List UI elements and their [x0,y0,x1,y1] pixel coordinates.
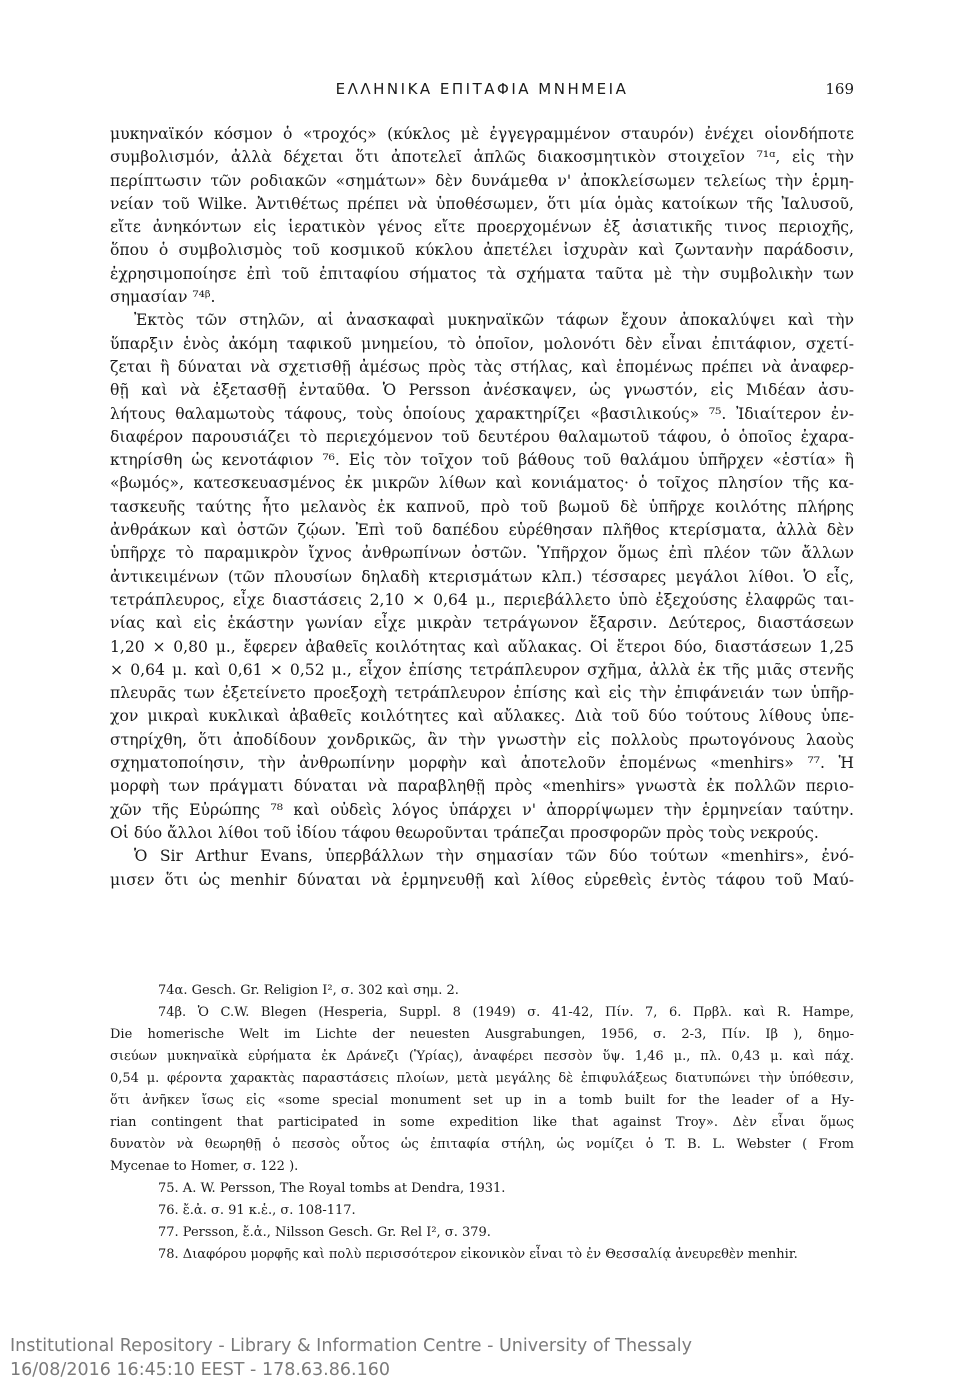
footnote-line: ὅτι ἀνῆκεν ἴσως εἰς «some special monument set up in a tomb built for the leader of a Hy- [110,1093,854,1108]
footnote-line: 75. A. W. Persson, The Royal tombs at Dendra, 1931. [158,1181,506,1196]
body-line: Ἐκτὸς τῶν στηλῶν, αἱ ἀνασκαφαὶ μυκηναϊκῶν τάφων ἔχουν ἀποκαλύψει καὶ τὴν [134,311,854,330]
footnote-line: 74β. Ὁ C.W. Blegen (Hesperia, Suppl. 8 (1949) σ. 41-42, Πίν. 7, 6. Πρβλ. καὶ R. Hampe, [158,1005,854,1020]
body-line: κτηρίσθη ὡς κενοτάφιον ⁷⁶. Εἰς τὸν τοῖχον τοῦ βάθους τοῦ θαλάμου ὑπῆρχεν «ἑστία» ἢ [110,451,854,470]
running-title: ΕΛΛΗΝΙΚΑ ΕΠΙΤΑΦΙΑ ΜΝΗΜΕΙΑ [335,80,629,98]
footnote-line: 78. Διαφόρου μορφῆς καὶ πολὺ περισσότερον εἰκονικὸν εἶναι τὸ ἐν Θεσσαλίᾳ ἀνευρεθὲν menhir. [158,1247,798,1262]
footnotes [110,980,854,1266]
body-line: νείαν τοῦ Wilke. Ἀντιθέτως πρέπει νὰ ὑποθέσωμεν, ὅτι μία ὁμὰς κατοίκων τῆς Ἰαλυσοῦ, [110,194,854,213]
body-line: ὕπαρξιν ἑνὸς ἀκόμη ταφικοῦ μνημείου, τὸ ὁποῖον, μολονότι δὲν εἶναι ἐπιτάφιον, σχετί- [110,334,854,353]
footnote-line: Die homerische Welt im Lichte der neuesten Ausgrabungen, 1956, σ. 2-3, Πίν. Ιβ ), δημο- [110,1027,854,1042]
body-text [110,123,854,892]
footnote-line: 0,54 μ. φέροντα χαρακτὰς παραστάσεις πλοίων, μετὰ μεγάλης δὲ ἐπιφυλάξεως διατυπώνει τὴν ὑπόθεσιν, [110,1071,854,1086]
body-line: μορφὴ των πράγματι δύναται νὰ παραβληθῇ πρὸς «menhirs» γνωστὰ ἐκ πολλῶν περιο- [110,777,854,796]
body-line: σχηματοποίησιν, τὴν ἀνθρωπίνην μορφὴν καὶ ἀποτελοῦν ἑπομένως «menhirs» ⁷⁷. Ἡ [110,754,854,773]
body-line: νίας καὶ εἰς ἑκάστην γωνίαν εἶχε μικρὰν τετράγωνον ἔξαρσιν. Δεύτερος, διαστάσεων [110,614,854,633]
body-line: ζεται ἢ δύναται νὰ σχετισθῇ ἀμέσως πρὸς τὰς στήλας, καὶ ἑπομένως πρέπει νὰ ἀναφερ- [110,357,854,376]
body-line: χῶν τῆς Εὐρώπης ⁷⁸ καὶ οὐδεὶς λόγος ὑπάρχει ν' ἀπορρίψωμεν τὴν ἑρμηνείαν ταύτην. [110,800,854,819]
footnote-line: δυνατὸν νὰ θεωρηθῇ ὁ πεσσὸς οὗτος ὡς ἐπιταφία στήλη, ὡς νομίζει ὁ T. B. L. Webster ( From [110,1137,854,1152]
body-line: ἀντικειμένων (τῶν πλουσίων δηλαδὴ κτερισμάτων κλπ.) τέσσαρες μεγάλοι λίθοι. Ὁ εἷς, [110,567,854,586]
footnote-line: Mycenae to Homer, σ. 122 ). [110,1159,299,1174]
body-line: τετράπλευρος, εἶχε διαστάσεις 2,10 × 0,64 μ., περιεβάλλετο ὑπὸ ἐξεχούσης ἐλαφρῶς ται- [110,590,854,609]
footnote-line: 74α. Gesch. Gr. Religion I², σ. 302 καὶ σημ. 2. [158,983,459,998]
body-line: ὑπῆρχε τὸ παραμικρὸν ἴχνος ἀνθρωπίνων ὀστῶν. Ὑπῆρχον ὅμως ἐπὶ πλέον τῶν ἄλλων [110,544,854,563]
body-line: εἴτε ἀνηκόντων εἰς ἱερατικὸν γένος εἴτε προερχομένων ἐξ ἀσιατικῆς τινος περιοχῆς, [110,218,854,237]
body-line: Οἱ δύο ἄλλοι λίθοι τοῦ ἰδίου τάφου θεωροῦνται τράπεζαι προσφορῶν πρὸς τοὺς νεκρούς. [110,823,819,842]
body-line: στηρίχθη, ὅτι ἀποδίδουν χονδρικῶς, ἂν τὴν γνωστὴν εἰς πολλοὺς πρωτογόνους λαοὺς [110,730,854,749]
body-line: «βωμός», κατεσκευασμένος ἐκ μικρῶν λίθων καὶ κονιάματος· ὁ τοῖχος πλησίον τῆς κα- [110,474,854,493]
body-line: πλευρᾶς των ἐξετείνετο προεξοχὴ τετράπλευρον ἐπίσης καὶ εἰς τὴν ἐπιφάνειάν των ὑπῆρ- [110,684,854,703]
footnote-line: 77. Persson, ἔ.ἀ., Nilsson Gesch. Gr. Rel I², σ. 379. [158,1225,491,1240]
access-timestamp: 16/08/2016 16:45:10 EEST - 178.63.86.160 [10,1360,390,1380]
body-line: σημασίαν ⁷⁴ᵝ. [110,288,216,307]
body-line: χον μικραὶ κυκλικαὶ ἀβαθεῖς κοιλότητες καὶ αὔλακες. Διὰ τοῦ δύο τούτους λίθους ὑπε- [110,707,854,726]
footnote-line: rian contingent that participated in some expedition like that against Troy». Δὲν εἶναι ὅμως [110,1115,854,1130]
repository-name: Institutional Repository - Library & Information Centre - University of Thessaly [10,1336,692,1356]
body-line: ὅπου ὁ συμβολισμὸς τοῦ κοσμικοῦ κύκλου ἀπετέλει ἰσχυρὰν καὶ ζωντανὴν παράδοσιν, [110,241,854,260]
body-line: × 0,64 μ. καὶ 0,61 × 0,52 μ., εἶχον ἐπίσης τετράπλευρον σχῆμα, ἀλλὰ ἐκ τῆς μιᾶς στενῆς [110,660,854,679]
body-line: 1,20 × 0,80 μ., ἔφερεν ἀβαθεῖς κοιλότητας καὶ αὔλακας. Οἱ ἕτεροι δύο, διαστάσεων 1,25 [110,637,854,656]
running-head [110,80,854,104]
body-line: ἀνθράκων καὶ ὀστῶν ζῴων. Ἐπὶ τοῦ δαπέδου εὑρέθησαν πλῆθος κτερίσματα, ἀλλὰ δὲν [110,521,854,540]
page-number: 169 [825,80,854,98]
body-line: Ὁ Sir Arthur Evans, ὑπερβάλλων τὴν σημασίαν τῶν δύο τούτων «menhirs», ἐνό- [134,847,854,866]
body-line: ἐχρησιμοποίησε ἐπὶ τοῦ ἐπιταφίου σήματος τὰ σχήματα ταῦτα μὲ τὴν συμβολικὴν των [110,264,854,283]
footnote-line: σιεύων μυκηναϊκὰ εὑρήματα ἐκ Δράνεζι (Ὑρίας), ἀναφέρει πεσσὸν ὕψ. 1,46 μ., πλ. 0,43 μ. καὶ πάχ. [110,1049,854,1064]
body-line: μυκηναϊκόν κόσμον ὁ «τροχός» (κύκλος μὲ ἐγγεγραμμένον σταυρόν) ἐνέχει οἱονδήποτε [110,125,854,143]
footnote-line: 76. ἔ.ἀ. σ. 91 κ.ἑ., σ. 108-117. [158,1203,356,1218]
body-line: μισεν ὅτι ὡς menhir δύναται νὰ ἑρμηνευθῇ καὶ λίθος εὑρεθεὶς ἐντὸς τάφου τοῦ Μαύ- [110,870,854,889]
repository-watermark [10,1334,692,1382]
body-line: λήτους θαλαμωτοὺς τάφους, τοὺς ὁποίους χαρακτηρίζει «βασιλικούς» ⁷⁵. Ἰδιαίτερον ἐν- [110,404,854,423]
body-line: τασκευῆς ταύτης ἦτο μελανὸς ἐκ καπνοῦ, πρὸ τοῦ βωμοῦ δὲ ὑπῆρχε κοιλότης πλήρης [110,497,854,516]
body-line: διαφέρον παρουσιάζει τὸ περιεχόμενον τοῦ δευτέρου θαλαμωτοῦ τάφου, ὁ ὁποῖος ἐχαρα- [110,427,854,446]
body-line: συμβολισμόν, ἀλλὰ δέχεται ὅτι ἀποτελεῖ ἁπλῶς διακοσμητικὸν στοιχεῖον ⁷¹ᵅ, εἰς τὴν [110,148,854,167]
body-line: θῇ καὶ νὰ ἐξετασθῇ ἐνταῦθα. Ὁ Persson ἀνέσκαψεν, ὡς γνωστόν, εἰς Μιδέαν ἀσυ- [110,381,854,400]
body-line: περίπτωσιν τῶν ροδιακῶν «σημάτων» δὲν δυνάμεθα ν' ἀποκλείσωμεν τελείως τὴν ἑρμη- [110,171,854,190]
